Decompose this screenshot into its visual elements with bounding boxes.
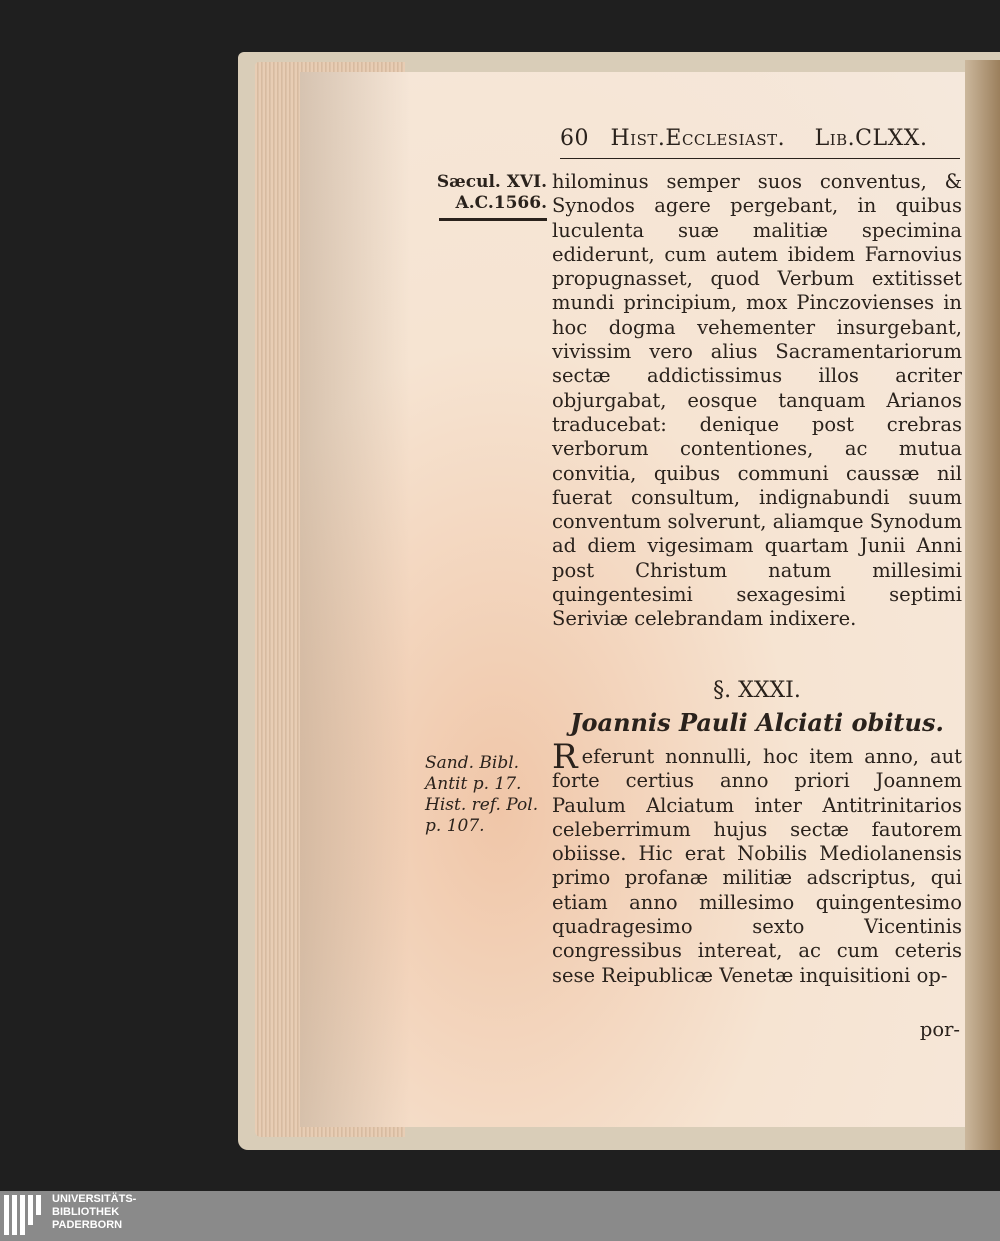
- running-title-right: Lib.CLXX.: [814, 126, 928, 151]
- margin-note-line: p. 107.: [425, 816, 485, 836]
- margin-note-line: Sæcul. XVI.: [436, 172, 547, 192]
- margin-note-line: Sand. Bibl.: [425, 753, 520, 773]
- margin-note-line: A.C.1566.: [455, 193, 547, 213]
- margin-note-line: Hist. ref. Pol.: [425, 795, 539, 815]
- margin-note-line: Antit p. 17.: [425, 774, 522, 794]
- library-name: [52, 1193, 136, 1232]
- section-title: Joannis Pauli Alciati obitus.: [570, 708, 944, 737]
- library-footer-bar: [0, 1191, 1000, 1241]
- library-logo-icon: [4, 1195, 44, 1235]
- library-name-line: BIBLIOTHEK: [52, 1206, 120, 1218]
- margin-note-reference: [425, 753, 543, 837]
- running-title-left: Hist.Ecclesiast.: [610, 126, 786, 151]
- paragraph-2: [552, 737, 962, 988]
- running-head: [560, 126, 960, 159]
- catchword: por-: [919, 1018, 960, 1041]
- paragraph-2-text: eferunt nonnulli, hoc item anno, aut forte certius anno priori Joannem Paulum Alciatum inter Antitrinitarios celeberrimum hujus sectæ fautorem obiisse. Hic erat Nobilis Mediolanensis primo profanæ militiæ adscriptus, qui etiam anno millesimo quingentesimo quadragesimo sexto Vicentinis congressibus intereat, ac cum ceteris sese Reipublicæ Venetæ inquisitioni op-: [552, 745, 962, 987]
- page-number: 60: [560, 126, 589, 151]
- margin-rule: [439, 218, 547, 221]
- book-spine: [965, 60, 1000, 1150]
- drop-initial: R: [552, 737, 578, 777]
- page-gutter-shadow: [300, 72, 410, 1127]
- library-name-line: UNIVERSITÄTS-: [52, 1193, 137, 1205]
- section-number: §. XXXI.: [713, 678, 801, 703]
- library-name-line: PADERBORN: [52, 1219, 123, 1231]
- paragraph-1: hilominus semper suos conventus, & Synodos agere pergebant, in quibus luculenta suæ malitiæ specimina ediderunt, cum autem ibidem Farnovius propugnasset, quod Verbum extitisset mundi principium, mox Pinczovienses in hoc dogma vehementer insurgebant, vivissim vero alius Sacramentariorum sectæ addictissimus illos acriter objurgabat, eosque tanquam Arianos traducebat: denique post crebras verborum contentiones, ac mutua convitia, quibus communi caussæ nil fuerat consultum, indignabundi suum conventum solverunt, aliamque Synodum ad diem vigesimam quartam Junii Anni post Christum natum millesimi quingentesimi sexagesimi septimi Seriviæ celebrandam indixere.: [552, 170, 962, 631]
- margin-note-century: [425, 172, 547, 221]
